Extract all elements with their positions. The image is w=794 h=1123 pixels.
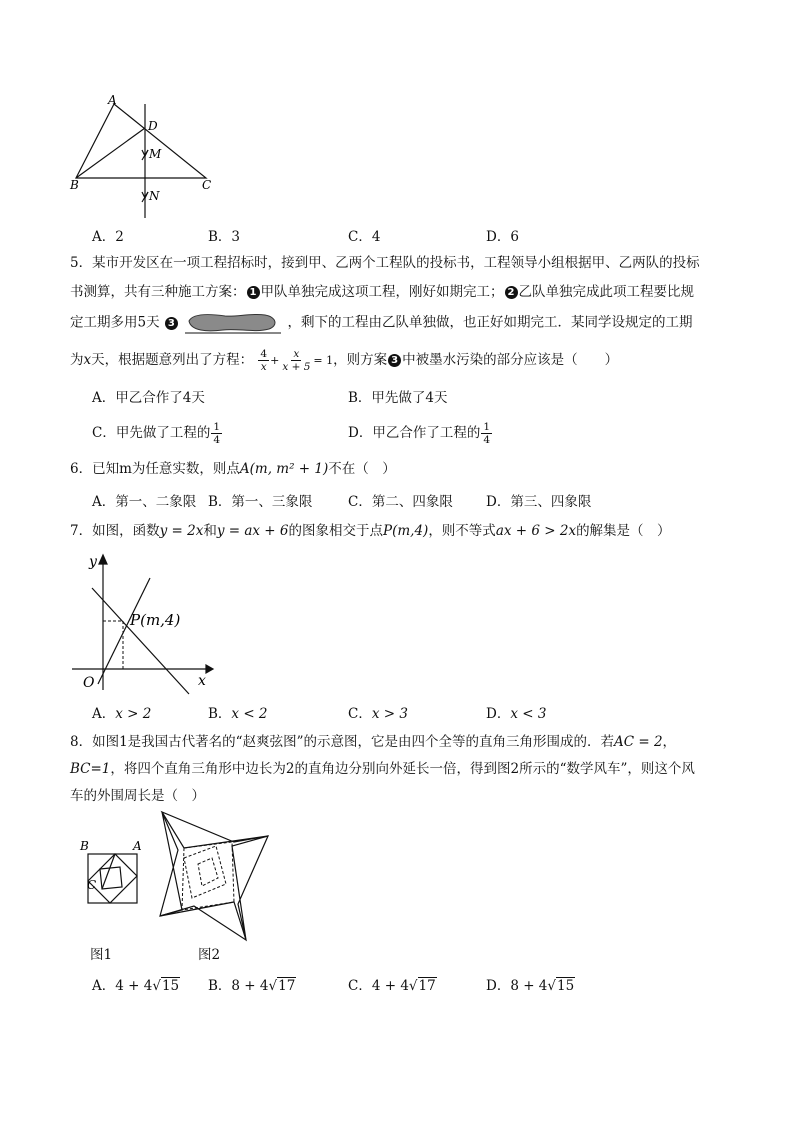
q7-func-2: y = ax + 6 xyxy=(216,523,289,539)
q8-figure-2 xyxy=(154,806,274,946)
q6-option-c[interactable]: C．第二、四象限 xyxy=(348,494,453,510)
q5-option-d[interactable] xyxy=(348,418,493,448)
q7-text: 和 xyxy=(203,523,217,539)
sqrt-icon: √ xyxy=(268,978,278,994)
q6-option-d[interactable]: D．第三、四象限 xyxy=(486,494,592,510)
fig1-label-a: A xyxy=(133,839,142,853)
q8-option-d[interactable]: D．8 + 4√15 xyxy=(486,978,575,994)
q5-text: 中被墨水污染的部分应该是（ ） xyxy=(402,352,619,368)
fraction-one-quarter: $\frac{1}{4}$ xyxy=(213,421,221,446)
circled-one-icon: 1 xyxy=(247,286,260,299)
q6-option-a[interactable]: A．第一、二象限 xyxy=(92,494,197,510)
equation-fraction-2: $\frac{x}{x + 5}$ xyxy=(282,348,311,373)
fig2-caption: 图2 xyxy=(198,947,221,963)
fraction-one-quarter: $\frac{1}{4}$ xyxy=(483,421,491,446)
q7-option-a[interactable]: A．x > 2 xyxy=(92,706,152,722)
q8-text: 8．如图1是我国古代著名的“赵爽弦图”的示意图，它是由四个全等的直角三角形围成的．若 xyxy=(70,734,614,750)
q5-text: 天，根据题意列出了方程： xyxy=(91,352,254,368)
q5-text: 定工期多用5天 xyxy=(70,314,160,331)
q7-option-b[interactable]: B．x < 2 xyxy=(208,706,268,722)
q7-stem xyxy=(70,521,671,541)
q5-text: 书测算，共有三种施工方案： xyxy=(70,284,246,300)
label-b: B xyxy=(70,178,79,192)
q8-line-3: 车的外围周长是（ ） xyxy=(70,788,205,804)
q6-option-b[interactable]: B．第一、三象限 xyxy=(208,494,313,510)
q8-ac: AC = 2 xyxy=(613,734,663,750)
q8-figure-1 xyxy=(72,834,152,909)
q7-inequality: ax + 6 > 2x xyxy=(495,523,577,539)
var-x: x xyxy=(83,352,92,368)
q5-option-c[interactable] xyxy=(92,418,223,448)
q5-text: 甲队单独完成这项工程，刚好如期完工； xyxy=(260,284,504,300)
q7-text: 的图象相交于点 xyxy=(288,523,383,539)
q7-text: 7．如图，函数 xyxy=(70,523,160,539)
q7-option-d[interactable]: D．x < 3 xyxy=(486,706,547,722)
q4-option-b[interactable]: B．3 xyxy=(208,229,241,245)
equation-plus: + xyxy=(270,354,280,367)
origin-label: O xyxy=(83,675,95,691)
q5-text: ，剩下的工程由乙队单独做，也正好如期完工．某同学设规定的工期 xyxy=(287,314,693,331)
q5-option-a[interactable]: A．甲乙合作了4天 xyxy=(92,390,205,406)
fig1-caption: 图1 xyxy=(90,947,113,963)
q7-text: 的解集是（ ） xyxy=(576,523,671,539)
q5-text: 乙队单独完成此项工程要比规 xyxy=(518,284,694,300)
q5-text: 为 xyxy=(70,352,84,368)
triangle-figure xyxy=(62,92,232,220)
sqrt-icon: √ xyxy=(547,978,557,994)
q7-func-1: y = 2x xyxy=(159,523,204,539)
q5-text: ，则方案 xyxy=(333,352,388,368)
label-c: C xyxy=(202,178,212,192)
q8-text: ， xyxy=(662,734,677,750)
q4-option-a[interactable]: A．2 xyxy=(92,229,124,245)
axis-x-label: x xyxy=(198,673,206,689)
equation-fraction-1: $\frac{4}{x}$ xyxy=(260,348,268,373)
ink-blot-icon xyxy=(185,312,281,334)
q7-graph xyxy=(70,550,220,695)
q8-line-1 xyxy=(70,732,676,752)
q8-option-a[interactable]: A．4 + 4√15 xyxy=(92,978,180,994)
q6-point: A(m, m² + 1) xyxy=(239,461,329,477)
label-a: A xyxy=(108,93,117,107)
point-p-label: P(m,4) xyxy=(130,611,181,629)
q6-text: 不在（ ） xyxy=(328,461,396,477)
q8-line-2 xyxy=(70,759,695,779)
q7-text: ，则不等式 xyxy=(428,523,496,539)
label-m: M xyxy=(149,147,162,161)
q5-line-2 xyxy=(70,282,694,302)
q6-text: 6．已知m为任意实数，则点 xyxy=(70,461,240,477)
q5-line-4 xyxy=(70,345,618,376)
q4-option-d[interactable]: D．6 xyxy=(486,229,519,245)
q7-option-c[interactable]: C．x > 3 xyxy=(348,706,408,722)
axis-y-label: y xyxy=(89,554,97,570)
q5-line-1: 5．某市开发区在一项工程招标时，接到甲、乙两个工程队的投标书，工程领导小组根据甲、乙两队的投标 xyxy=(70,255,700,271)
equation-rhs: = 1 xyxy=(313,354,334,367)
circled-two-icon: 2 xyxy=(505,286,518,299)
sqrt-icon: √ xyxy=(152,978,161,994)
q8-option-c[interactable]: C．4 + 4√17 xyxy=(348,978,436,994)
q8-option-b[interactable]: B．8 + 4√17 xyxy=(208,978,296,994)
q8-text: ，将四个直角三角形中边长为2的直角边分别向外延长一倍，得到图2所示的“数学风车”，则这个风 xyxy=(110,761,695,777)
label-d: D xyxy=(148,119,158,133)
circled-three-icon: 3 xyxy=(388,354,401,367)
q7-point: P(m,4) xyxy=(383,523,429,539)
fig1-label-b: B xyxy=(80,839,89,853)
fig1-label-c: C xyxy=(87,878,97,892)
label-n: N xyxy=(149,189,160,203)
q5-option-c-text: C．甲先做了工程的 xyxy=(92,425,211,441)
q5-line-3 xyxy=(70,312,692,334)
circled-three-icon: 3 xyxy=(165,317,178,330)
q4-option-c[interactable]: C．4 xyxy=(348,229,381,245)
q8-bc: BC=1 xyxy=(70,761,111,777)
q6-stem xyxy=(70,459,396,479)
q5-option-d-text: D．甲乙合作了工程的 xyxy=(348,425,481,441)
sqrt-icon: √ xyxy=(408,978,418,994)
q5-option-b[interactable]: B．甲先做了4天 xyxy=(348,390,448,406)
